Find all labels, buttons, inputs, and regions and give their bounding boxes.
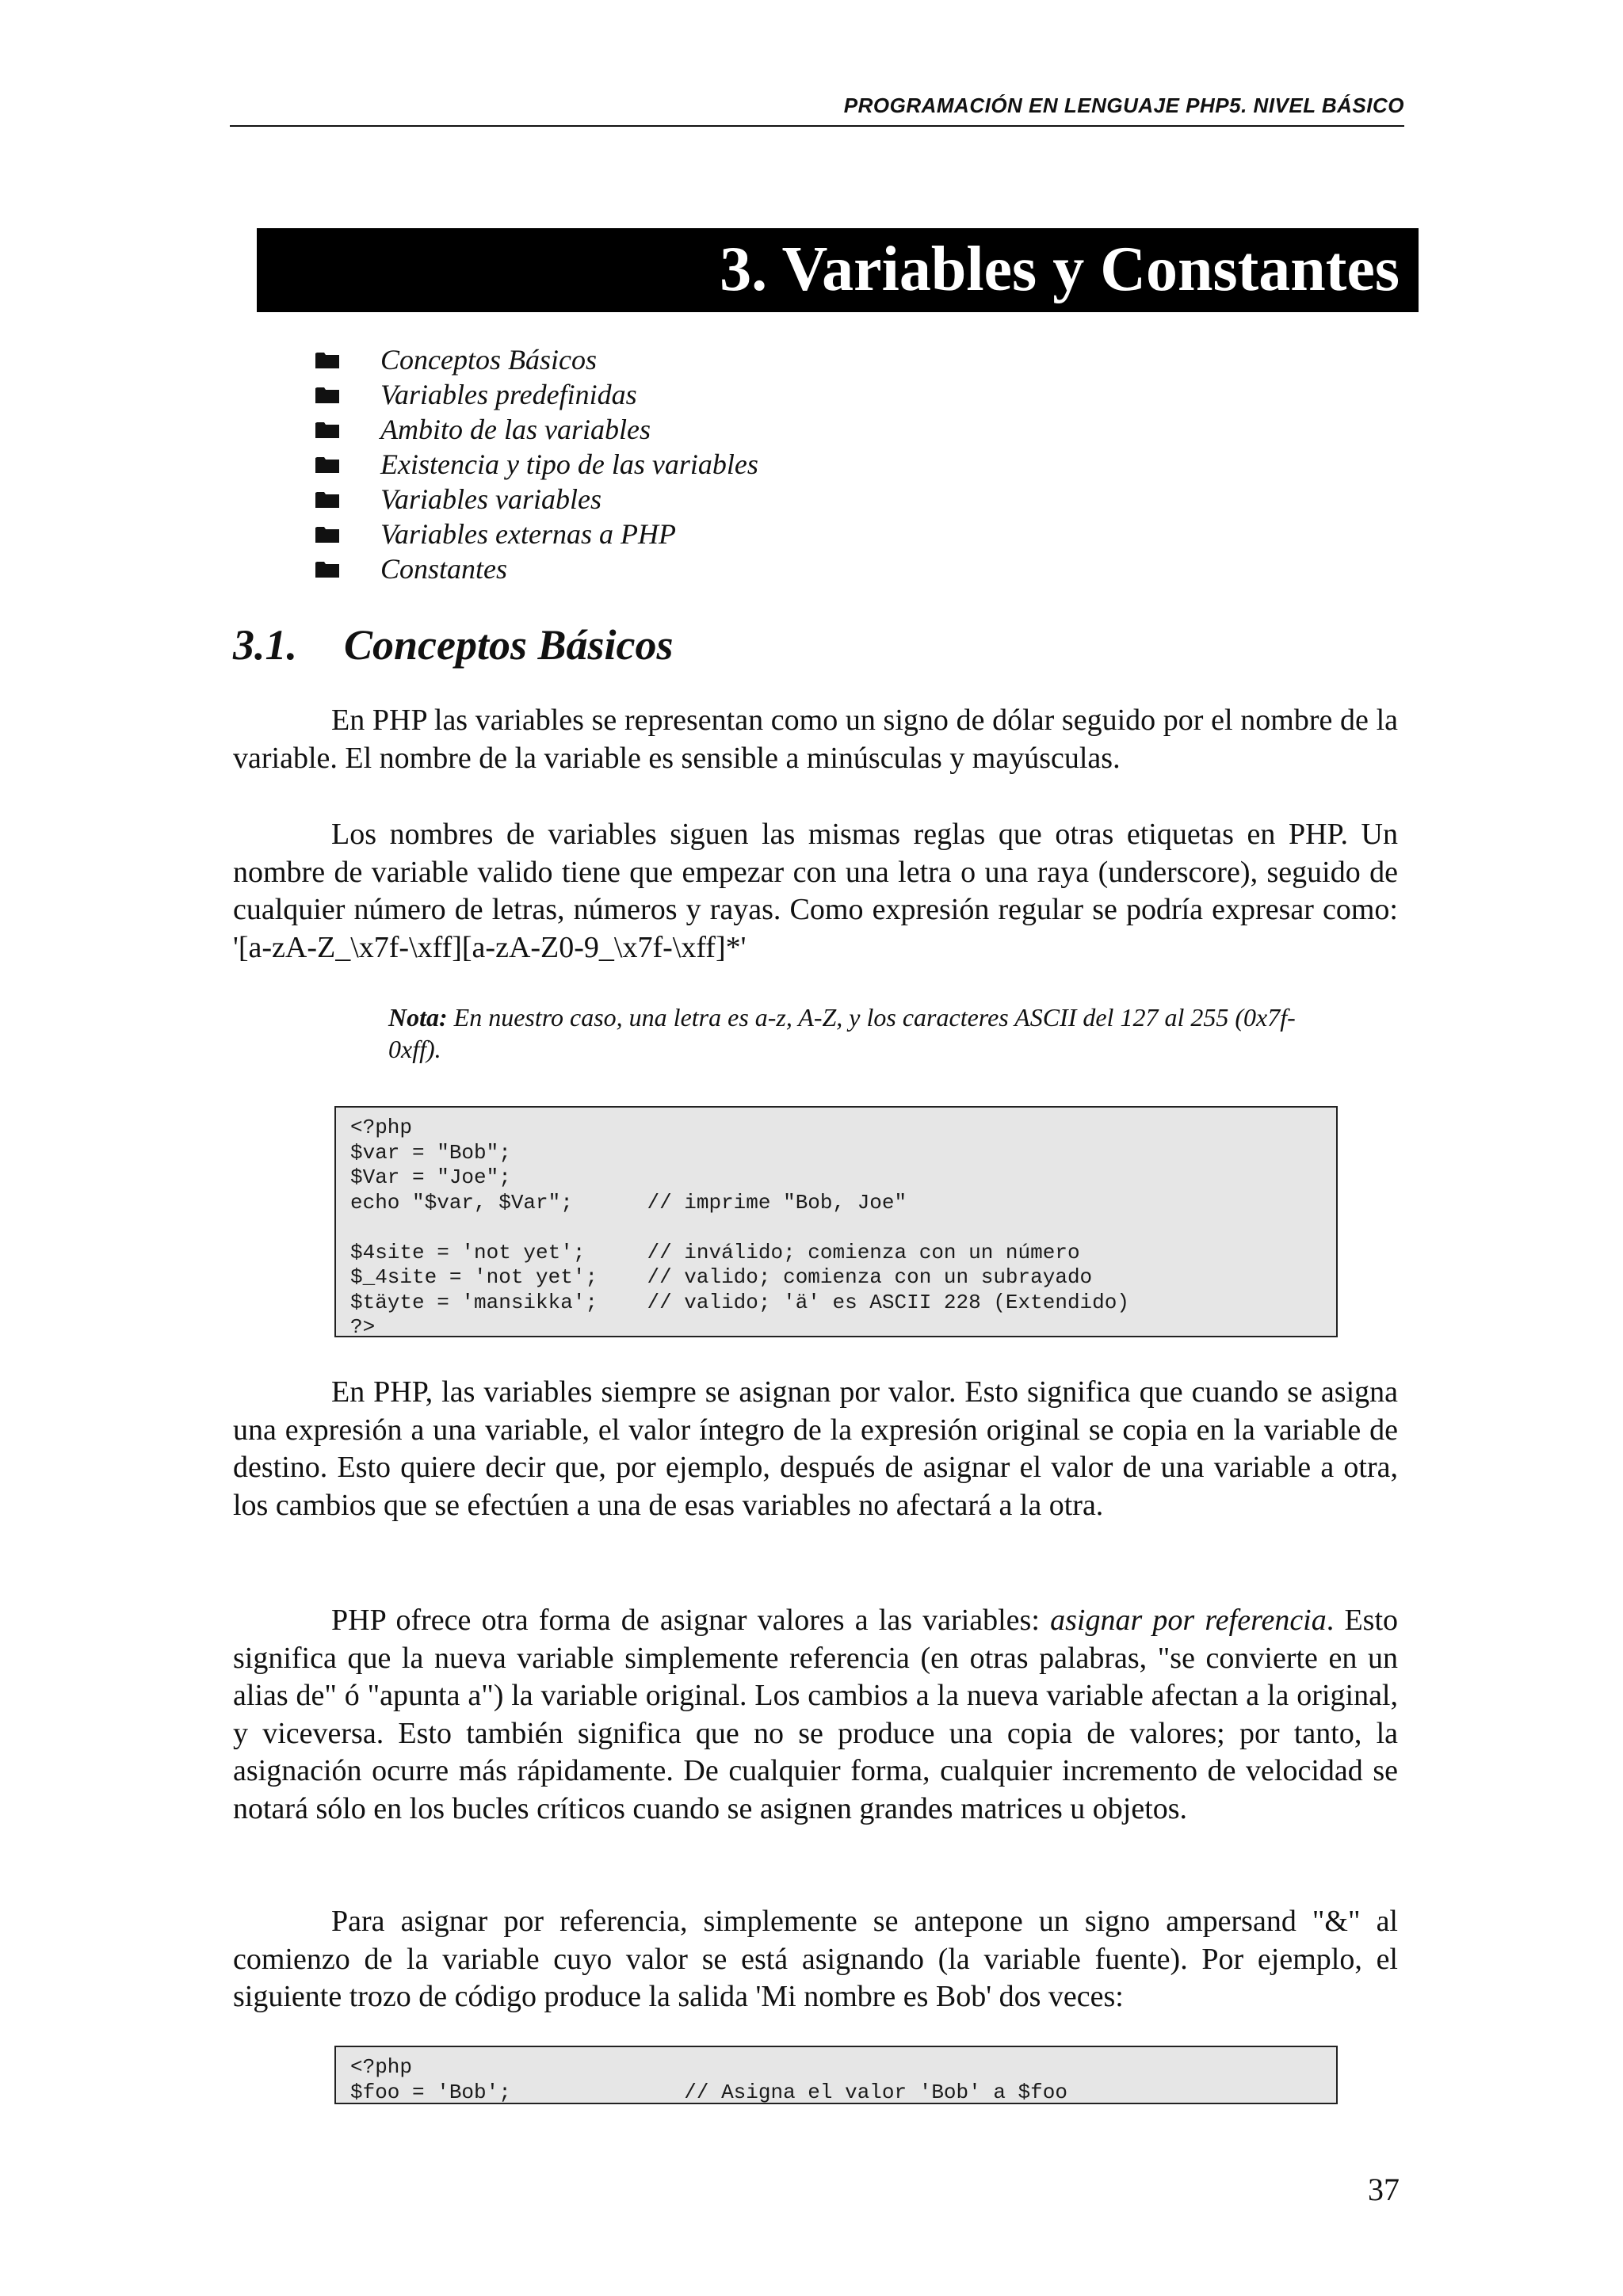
code-line: <?php: [350, 1116, 413, 1139]
folder-icon: [315, 490, 339, 508]
folder-icon: [315, 456, 339, 473]
list-item: [315, 482, 758, 517]
toc-label: Variables externas a PHP: [380, 518, 676, 550]
code-line: $_4site = 'not yet'; // valido; comienza con un subrayado: [350, 1265, 1093, 1289]
folder-icon: [315, 421, 339, 438]
folder-icon: [315, 351, 339, 368]
toc-label: Variables predefinidas: [380, 379, 637, 410]
section-number: 3.1.: [233, 621, 297, 669]
running-header: PROGRAMACIÓN EN LENGUAJE PHP5. NIVEL BÁSICO: [843, 93, 1404, 117]
list-item: [315, 447, 758, 482]
list-item: [315, 342, 758, 377]
paragraph-4-end: . Esto significa que la nueva variable simplemente referencia (en otras palabras, "se convierte en un alias de" ó "apunta a") la variable original. Los cambios a la nueva variable afectan a la original, y viceversa. Esto también significa que no se produce una copia de valores; por tanto, la asignación ocurre más rápidamente. De cualquier forma, cualquier incremento de velocidad se notará sólo en los bucles críticos cuando se asignen grandes matrices u objetos.: [233, 1604, 1399, 1825]
toc-label: Conceptos Básicos: [380, 344, 597, 376]
section-title: Conceptos Básicos: [344, 621, 674, 669]
chapter-title: 3. Variables y Constantes: [720, 235, 1400, 304]
list-item: [315, 551, 758, 586]
code-line: ?>: [350, 1315, 376, 1339]
note-text: En nuestro caso, una letra es a-z, A-Z, y los caracteres ASCII del 127 al 255 (0x7f-0xff).: [388, 1003, 1296, 1063]
list-item: [315, 377, 758, 412]
code-line: <?php: [350, 2055, 413, 2079]
emphasis-term: asignar por referencia: [1050, 1604, 1327, 1637]
code-line: $var = "Bob";: [350, 1140, 511, 1165]
paragraph-2: Los nombres de variables siguen las mismas reglas que otras etiquetas en PHP. Un nombre de variable valido tiene que empezar con una letra o una raya (underscore), seguido de cualquier número de letras, números y rayas. Como expresión regular se podría expresar como: '[a-zA-Z_\x7f-\xff][a-zA-Z0-9_\x7f-\xff]*': [233, 818, 1398, 964]
list-item: [315, 412, 758, 447]
paragraph-5: Para asignar por referencia, simplemente se antepone un signo ampersand "&" al comienzo de la variable cuyo valor se está asignando (la variable fuente). Por ejemplo, el siguiente trozo de código produce la salida 'Mi nombre es Bob' dos veces:: [233, 1905, 1398, 2013]
toc-label: Ambito de las variables: [380, 414, 651, 445]
chapter-contents-list: [315, 342, 758, 586]
list-item: [315, 517, 758, 551]
code-block-2: [334, 2046, 1338, 2104]
header-rule: [230, 125, 1404, 127]
folder-icon: [315, 525, 339, 543]
folder-icon: [315, 560, 339, 578]
folder-icon: [315, 386, 339, 403]
toc-label: Variables variables: [380, 483, 601, 515]
chapter-banner: [257, 228, 1419, 312]
section-heading: [233, 618, 674, 672]
code-line: echo "$var, $Var"; // imprime "Bob, Joe": [350, 1190, 907, 1215]
code-line: $Var = "Joe";: [350, 1165, 511, 1189]
toc-label: Constantes: [380, 553, 508, 585]
code-block-1: [334, 1106, 1338, 1337]
code-line: [350, 1215, 1322, 1241]
note-label: Nota:: [388, 1003, 448, 1032]
page-number: 37: [1368, 2172, 1400, 2207]
code-line: $foo = 'Bob'; // Asigna el valor 'Bob' a $foo: [350, 2080, 1067, 2104]
paragraph-4-start: PHP ofrece otra forma de asignar valores a las variables:: [331, 1604, 1051, 1637]
paragraph-3: En PHP, las variables siempre se asignan por valor. Esto significa que cuando se asigna una expresión a una variable, el valor íntegro de la expresión original se copia en la variable de destino. Esto quiere decir que, por ejemplo, después de asignar el valor de una variable a otra, los cambios que se efectúen a una de esas variables no afectará a la otra.: [233, 1375, 1398, 1522]
toc-label: Existencia y tipo de las variables: [380, 448, 758, 480]
code-line: $täyte = 'mansikka'; // valido; 'ä' es ASCII 228 (Extendido): [350, 1290, 1129, 1314]
paragraph-4: [233, 1602, 1398, 1828]
note-box: [388, 1001, 1339, 1065]
paragraph-1: En PHP las variables se representan como un signo de dólar seguido por el nombre de la variable. El nombre de la variable es sensible a minúsculas y mayúsculas.: [233, 704, 1398, 775]
code-line: $4site = 'not yet'; // inválido; comienza con un número: [350, 1240, 1080, 1264]
